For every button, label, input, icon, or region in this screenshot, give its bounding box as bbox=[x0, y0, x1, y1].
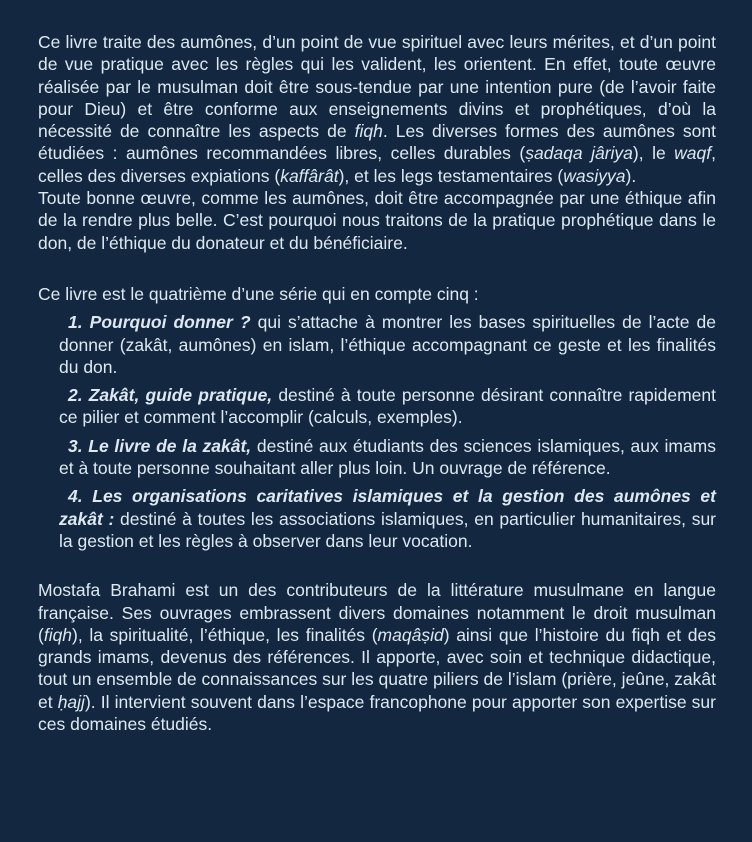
series-intro: Ce livre est le quatrième d’une série qui en compte cinq : bbox=[38, 283, 479, 304]
paragraph-overview: Ce livre traite des aumônes, d’un point de vue spirituel avec leurs mérites, et d’un point de vue pratique avec les règles qui les valident, les orientent. En effet, toute œuvre réalisée par le musulman doit être sous-tendue par une intention pure (de l’avoir faite pour Dieu) et être conforme aux enseignements divins et prophétiques, d’où la nécessité de connaître les aspects de fiqh. Les diverses formes des aumônes sont étudiées : aumônes recommandées libres, celles durables (ṣadaqa jâriya), le waqf, celles des diverses expiations (kaffârât), et les legs testamentaires (wasiyya). bbox=[38, 32, 721, 186]
series-item-4: 4. Les organisations caritatives islamiques et la gestion des aumônes et zakât : destiné à toutes les associations islamiques, en particulier humanitaires, sur la gestion et les règles à observer dans leur vocation. bbox=[59, 486, 721, 551]
series-item-3: 3. Le livre de la zakât, destiné aux étudiants des sciences islamiques, aux imams et à toute personne souhaitant aller plus loin. Un ouvrage de référence. bbox=[59, 435, 721, 479]
series-item-2: 2. Zakât, guide pratique, destiné à toute personne désirant connaître rapidement ce pilier et comment l’accomplir (calculs, exemples). bbox=[59, 385, 721, 428]
series-item-1: 1. Pourquoi donner ? qui s’attache à montrer les bases spirituelles de l’acte de donner (zakât, aumônes) en islam, l’éthique accompagnant ce geste et les finalités du don. bbox=[59, 312, 721, 377]
paragraph-ethics: Toute bonne œuvre, comme les aumônes, doit être accompagnée par une éthique afin de la rendre plus belle. C’est pourquoi nous traitons de la pratique prophétique dans le don, de l’éthique du donateur et du bénéficiaire. bbox=[38, 188, 721, 253]
series-list bbox=[38, 311, 721, 552]
author-bio: Mostafa Brahami est un des contributeurs de la littérature musulmane en langue française. Ses ouvrages embrassent divers domaines notamment le droit musulman (fiqh), la spiritualité, l’éthique, les finalités (maqâṣid) ainsi que l’histoire du fiqh et des grands imams, devenus des références. Il apporte, avec soin et technique didactique, tout un ensemble de connaissances sur les quatre piliers de l’islam (prière, jeûne, zakât et ḥajj). Il intervient souvent dans l’espace francophone pour apporter son expertise sur ces domaines étudiés. bbox=[38, 580, 721, 735]
